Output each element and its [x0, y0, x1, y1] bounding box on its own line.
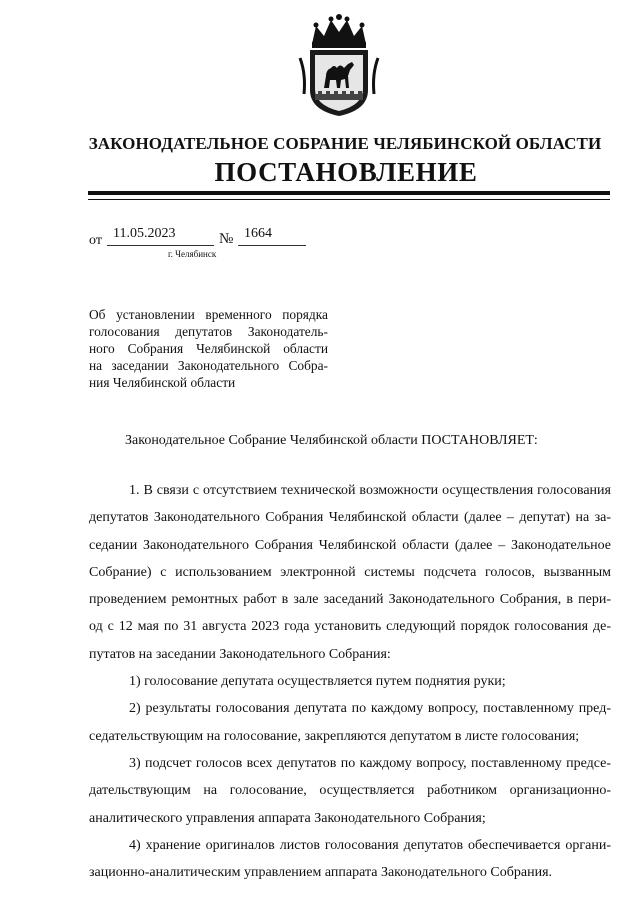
list-item-3-line: дательствующим на голосование, осуществляется работником организационно- [89, 783, 611, 799]
number-underline [238, 245, 306, 246]
header-rule-thick [88, 191, 610, 195]
list-item-3-line: 3) подсчет голосов всех депутатов по каждому вопросу, поставленному предсе- [129, 755, 611, 771]
subject-line: на заседании Законодательного Собра- [89, 358, 328, 373]
list-item-3-line: аналитического управления аппарата Законодательного Собрания; [89, 810, 486, 826]
list-item-4-line: зационно-аналитическим управлением аппарата Законодательного Собрания. [89, 865, 553, 881]
decree-statement: Законодательное Собрание Челябинской области ПОСТАНОВЛЯЕТ: [125, 433, 538, 448]
organization-title: ЗАКОНОДАТЕЛЬНОЕ СОБРАНИЕ ЧЕЛЯБИНСКОЙ ОБЛАСТИ [88, 134, 602, 153]
body-line: Собрание) с использованием электронной системы подсчета голосов, вызванным [89, 564, 611, 580]
date-prefix: от [89, 233, 102, 248]
document-date: 11.05.2023 [113, 226, 176, 241]
list-item-2-line: 2) результаты голосования депутата по каждому вопросу, поставленному пред- [129, 701, 611, 717]
body-line: депутатов Законодательного Собрания Челябинской области (далее – депутат) на за- [89, 510, 611, 526]
document-body [89, 480, 611, 884]
body-line: 1. В связи с отсутствием технической возможности осуществления голосования [129, 483, 611, 498]
date-underline [107, 245, 214, 246]
coat-of-arms-icon [296, 14, 382, 118]
subject-line: Об установлении временного порядка [89, 307, 328, 322]
city-label: г. Челябинск [168, 249, 217, 259]
subject-line: ния Челябинской области [89, 375, 236, 390]
subject-line: ного Собрания Челябинской области [89, 341, 328, 356]
body-line: од с 12 мая по 31 августа 2023 года установить следующий порядок голосования де- [89, 619, 611, 635]
document-number: 1664 [244, 226, 272, 241]
document-subject [89, 306, 328, 391]
header-rule-thin [88, 199, 610, 200]
body-line: путатов на заседании Законодательного Собрания: [89, 646, 391, 662]
list-item-4-line: 4) хранение оригиналов листов голосования депутатов обеспечивается органи- [129, 837, 611, 853]
number-label: № [219, 231, 234, 247]
list-item-1: 1) голосование депутата осуществляется путем поднятия руки; [129, 674, 506, 690]
document-type-title: ПОСТАНОВЛЕНИЕ [214, 157, 478, 187]
subject-line: голосования депутатов Законодатель- [89, 324, 328, 339]
list-item-2-line: седательствующим на голосование, закрепляются депутатом в листе голосования; [89, 728, 580, 744]
body-line: седании Законодательного Собрания Челябинской области (далее – Законодательное [89, 537, 611, 553]
body-line: проведением ремонтных работ в зале заседаний Законодательного Собрания, в пери- [89, 592, 611, 608]
